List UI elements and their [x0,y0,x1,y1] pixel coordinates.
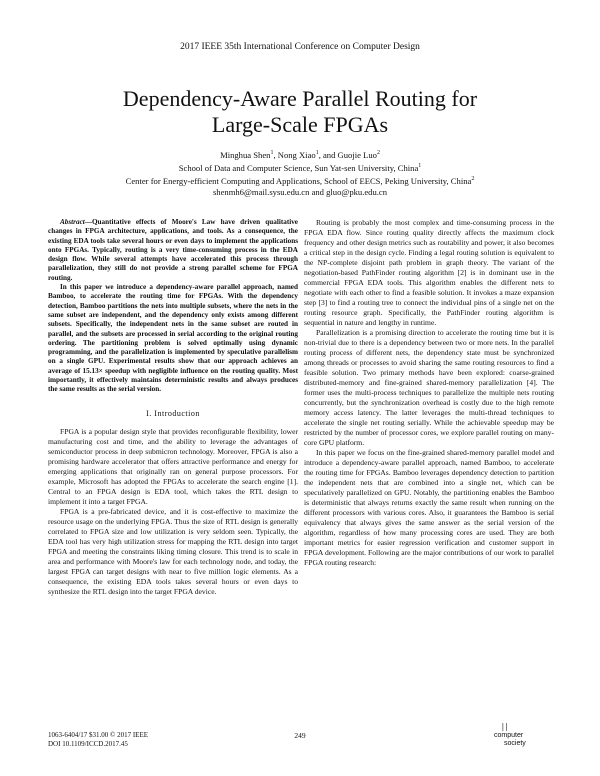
conference-header: 2017 IEEE 35th International Conference on Computer Design [180,42,420,52]
author-name: Minghua Shen [220,149,271,160]
logo-text-society: society [504,740,526,747]
logo-mark-icon: | | [502,722,508,731]
footer-issn: 1063-6404/17 $31.00 © 2017 IEEE [48,731,149,739]
abstract-paragraph-2: In this paper we introduce a dependency-aware parallel approach, named Bamboo, to accelerate the routing time for FPGAs. With the dependency detection, Bamboo partitions the nets into multiple subsets, where the nets in the same subset are independent, and the dependency only exists among different subsets. Specifically, the independent nets in the same subset are routed in parallel, and the subsets are processed in serial according to the original routing ordering. The partitioning problem is solved optimally using dynamic programming, and the parallelization is implemented by speculative parallelism on a single GPU. Experimental results show that our approach achieves an average of 15.13× speedup with negligible influence on the routing quality. Most importantly, it effectively maintains deterministic results and always produces the same results as the serial version. [48,283,298,394]
abstract-label: Abstract— [60,218,92,226]
right-column [304,218,554,568]
author-emails: shenmh6@mail.sysu.edu.cn and gluo@pku.edu.cn [212,186,388,197]
computer-society-logo [494,722,554,752]
body-paragraph-3: In this paper we focus on the fine-grained shared-memory parallel model and introduce a dependency-aware parallel approach, named Bamboo, to accelerate the routing time for FPGAs. Bamboo leverages dependency detection to partition the independent nets that are combined into a single net, which can be speculatively parallelized on GPU. Notably, the partitioning enables the Bamboo is deterministic that always returns exactly the same result when running on the different processors with various cores. Also, it guarantees the Bamboo is serial equivalency that always gives the same answer as the serial version of the algorithm, regardless of how many processing cores are used. They are both important metrics for easier regression verification and customer support in FPGA development. Following are the major contributions of our work to parallel FPGA routing research: [304,448,554,567]
intro-paragraph-1: FPGA is a popular design style that provides reconfigurable flexibility, lower manufacturing cost and time, and the ability to leverage the advantages of semiconductor process in deep submicron technology. Moreover, FPGA is also a promising hardware accelerator that offers attractive performance and energy for emerging applications that originally ran on general purpose processors. For example, Microsoft has adopted the FPGAs to accelerate the search engine [1]. Central to an FPGA design is EDA tool, which takes the RTL design to implement it into a target FPGA. [48,426,298,506]
section-heading-introduction: I. Introduction [146,408,200,418]
title-line-1: Dependency-Aware Parallel Routing for [122,86,478,111]
author-block [30,148,570,198]
author-name: Guojie Luo [337,149,377,160]
affiliation-1: School of Data and Computer Science, Sun Yat-sen University, China$^1$ [178,162,422,173]
paper-title [60,86,540,138]
abstract [48,218,298,395]
author-names: Minghua Shen$^1$, Nong Xiao$^1$, and Guojie Luo$^2$ [220,149,380,160]
affiliation-2: Center for Energy-efficient Computing and Applications, School of EECS, Peking University, China$^2$ [125,175,475,186]
logo-text-computer: computer [494,732,524,739]
body-paragraph-1: Routing is probably the most complex and time-consuming process in the FPGA EDA flow. Since routing quality directly affects the maximum clock frequency and other design metrics such as routability and power, it also becomes a critical step in the design cycle. Finding a legal routing solution is equivalent to the NP-complete disjoint path problem in graph theory. The variant of the negotiation-based PathFinder routing algorithm [2] is in dominant use in the commercial FPGA EDA tools. This algorithm enables the different nets to negotiate with each other to find a feasible solution. It invokes a maze expansion step [3] to find a routing tree to connect the individual pins of a single net on the routing resource graph. Specifically, the PathFinder routing algorithm is sequential in nature and lengthy in runtime. [304,218,554,327]
abstract-paragraph-1: Quantitative effects of Moore's Law have driven qualitative changes in FPGA architecture, applications, and tools. As a consequence, the existing EDA tools take several hours or even days to implement the applications onto FPGAs. Typically, routing is a very time-consuming process in the EDA design flow. While several attempts have accelerated this process through parallelization, they still do not provide a strong parallel scheme for FPGA routing. [48,218,298,282]
left-column [48,218,298,597]
intro-paragraph-2: FPGA is a pre-fabricated device, and it is cost-effective to maximize the resource usage on the underlying FPGA. Thus the size of RTL design is generally correlated to FPGA size and low utilization is very seldom seen. Typically, the EDA tool has very high utilization stress for mapping the RTL design into target FPGA and meeting the constraints liking timing closure. This trend is to scale in area and performance with Moore's law for each technology node, and today, the largest FPGA can target designs with near to five million logic elements. As a consequence, the existing EDA tools takes several hours or even days to synthesize the RTL design into the target FPGA device. [48,506,298,596]
footer-doi: DOI 10.1109/ICCD.2017.45 [48,740,128,748]
page-number: 249 [294,731,306,740]
body-paragraph-2: Parallelization is a promising direction to accelerate the routing time but it is non-trivial due to there is a dependency between two or more nets. In the parallel routing process of different nets, the dependency state must be synchronized among threads or processes to avoid sharing the same routing resources to find a feasible solution. Two primary methods have been explored: coarse-grained distributed-memory and fine-grained shared-memory parallelization [4]. The former uses the multi-process techniques to parallelize the multiple nets routing concurrently, but the synchronization overhead is costly due to the high remote memory access latency. The latter leverages the multi-thread techniques to accelerate the single net routing serially. While the achievable speedup may be restricted by the number of processor cores, we explore parallel routing on many-core GPU platform. [304,328,554,447]
author-name: Nong Xiao [277,149,316,160]
title-line-2: Large-Scale FPGAs [211,112,389,137]
